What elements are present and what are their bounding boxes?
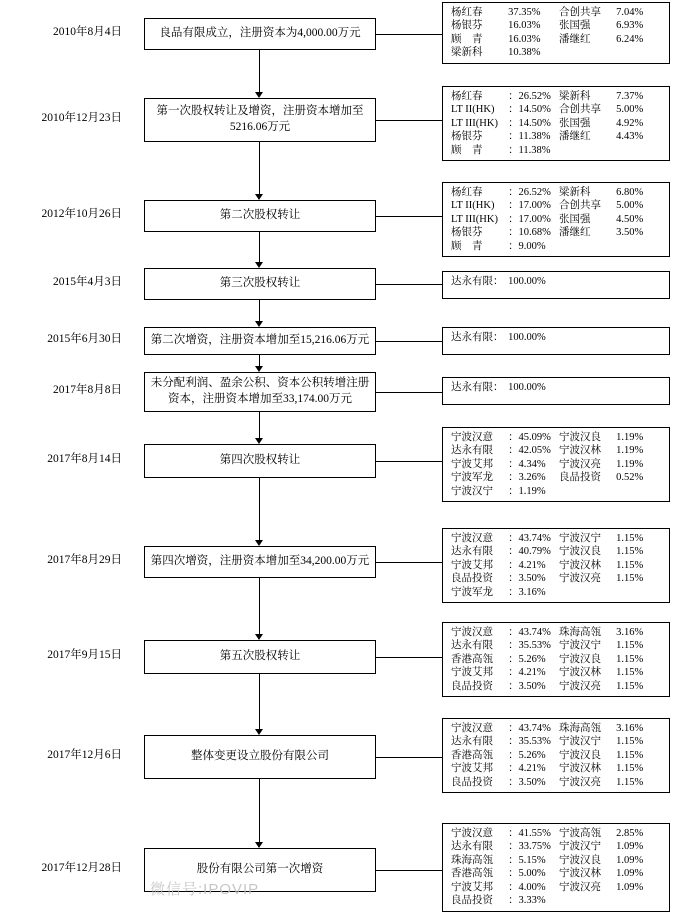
shareholder-row	[451, 639, 663, 652]
shareholder-percent	[616, 144, 663, 157]
connector-horizontal	[376, 461, 442, 462]
shareholder-percent: 7.04%	[616, 7, 644, 18]
event-label: 第一次股权转让及增资，注册资本增加至5216.06万元	[156, 105, 364, 133]
shareholder-name: 张国强	[559, 213, 591, 225]
shareholder-row	[451, 485, 663, 498]
shareholder-row	[451, 532, 663, 545]
shareholder-row	[451, 213, 663, 226]
shareholder-row	[451, 46, 663, 59]
shareholder-percent: ：43.74%	[508, 723, 551, 734]
event-label: 未分配利润、盈余公积、资本公积转增注册资本，注册资本增加至33,174.00万元	[150, 377, 370, 405]
shareholder-name: LT III(HK)	[451, 213, 498, 225]
shareholder-percent: 2.85%	[616, 828, 644, 839]
shareholder-row	[451, 827, 663, 840]
event-box	[144, 372, 376, 412]
shareholder-row	[451, 666, 663, 679]
event-label: 第五次股权转让	[219, 650, 301, 663]
event-box	[144, 327, 376, 355]
shareholder-percent: ：3.50%	[508, 776, 546, 788]
shareholder-percent: ：41.55%	[508, 828, 551, 839]
shareholder-box	[442, 327, 670, 355]
shareholder-percent: 1.15%	[616, 763, 644, 775]
connector-horizontal	[376, 284, 442, 285]
shareholder-name: 宁波汉林	[559, 667, 602, 679]
connector-vertical	[259, 142, 260, 194]
shareholder-percent: ：5.15%	[508, 854, 546, 866]
shareholder-row	[451, 471, 663, 484]
shareholder-name	[559, 331, 616, 344]
shareholder-percent: ：35.53%	[508, 736, 551, 748]
shareholder-percent: ：3.16%	[508, 586, 546, 598]
shareholder-name: 杨银芬	[451, 227, 483, 239]
shareholder-name: 宁波汉良	[559, 749, 602, 761]
shareholder-row	[451, 431, 663, 444]
shareholder-box	[442, 823, 670, 912]
shareholder-percent: 1.19%	[616, 458, 644, 470]
shareholder-name: 良品投资	[451, 573, 493, 585]
shareholder-name: 良品投资	[559, 472, 602, 484]
shareholder-row	[451, 275, 663, 288]
shareholder-percent: 4.43%	[616, 131, 644, 143]
shareholder-name: 宁波汉良	[559, 546, 602, 558]
shareholder-name: 潘继红	[559, 33, 591, 45]
shareholder-name: 梁新科	[559, 91, 591, 102]
event-box	[144, 18, 376, 50]
shareholder-percent: 100.00%	[508, 382, 546, 393]
shareholder-row	[451, 458, 663, 471]
shareholder-name: 宁波汉亮	[559, 573, 602, 585]
timeline-date: 2017年8月29日	[47, 554, 122, 566]
shareholder-name: 宁波汉林	[559, 445, 602, 457]
shareholder-name: 香港高瓴	[451, 868, 493, 880]
timeline-date: 2012年10月26日	[41, 208, 122, 220]
shareholder-percent: ：26.52%	[508, 91, 551, 102]
shareholder-percent: ：17.00%	[508, 213, 551, 225]
shareholder-name: 宁波汉宁	[451, 485, 493, 497]
shareholder-percent: 6.93%	[616, 20, 644, 32]
shareholder-percent: 1.15%	[616, 776, 644, 788]
event-box	[144, 268, 376, 300]
shareholder-name: 杨红春	[451, 7, 483, 18]
shareholder-name: 香港高瓴	[451, 653, 493, 665]
shareholder-percent: 1.15%	[616, 749, 644, 761]
shareholder-percent: ：3.50%	[508, 680, 546, 692]
connector-horizontal	[376, 562, 442, 563]
shareholder-row	[451, 762, 663, 775]
shareholder-row	[451, 572, 663, 585]
shareholder-name: 顾 青	[451, 33, 483, 45]
shareholder-percent: 3.50%	[616, 227, 644, 239]
shareholder-name: 宁波汉林	[559, 763, 602, 775]
shareholder-percent: 1.09%	[616, 881, 644, 893]
shareholder-percent: 5.00%	[616, 104, 644, 116]
shareholder-percent: 1.09%	[616, 854, 644, 866]
shareholder-percent: ：17.00%	[508, 200, 551, 212]
shareholder-name: 宁波汉良	[559, 653, 602, 665]
shareholder-box	[442, 271, 670, 299]
event-label: 第四次增资，注册资本增加至34,200.00万元	[150, 555, 370, 568]
shareholder-name: 顾 青	[451, 144, 483, 156]
timeline-date: 2010年8月4日	[53, 26, 122, 38]
connector-horizontal	[376, 34, 442, 35]
shareholder-percent: 6.24%	[616, 33, 644, 45]
shareholder-percent: ：5.26%	[508, 749, 546, 761]
shareholder-percent: 1.09%	[616, 841, 644, 853]
shareholder-row	[451, 749, 663, 762]
shareholder-name	[559, 46, 616, 59]
shareholder-row	[451, 19, 663, 32]
shareholder-row	[451, 240, 663, 253]
shareholder-percent: ：1.19%	[508, 485, 546, 497]
shareholder-percent: ：4.21%	[508, 559, 546, 571]
connector-horizontal	[376, 757, 442, 758]
shareholder-name: 张国强	[559, 117, 591, 129]
shareholder-row	[451, 144, 663, 157]
shareholder-name: 宁波汉亮	[559, 881, 602, 893]
shareholder-name: 珠海高瓴	[451, 854, 493, 866]
shareholder-name: 达永有限：	[451, 276, 504, 287]
connector-vertical	[259, 50, 260, 92]
shareholder-percent: ：4.34%	[508, 458, 546, 470]
shareholder-percent: ：43.74%	[508, 533, 551, 544]
shareholder-row	[451, 199, 663, 212]
shareholder-row	[451, 653, 663, 666]
shareholder-name: 宁波汉意	[451, 828, 493, 839]
shareholder-name: 宁波汉宁	[559, 841, 602, 853]
shareholder-name	[559, 381, 616, 394]
event-box	[144, 98, 376, 142]
shareholder-row	[451, 103, 663, 116]
shareholder-percent: ：10.68%	[508, 227, 551, 239]
shareholder-percent: 1.15%	[616, 533, 644, 544]
shareholder-name: 宁波艾邦	[451, 458, 493, 470]
connector-horizontal	[376, 657, 442, 658]
shareholder-name: 宁波汉良	[559, 432, 602, 443]
shareholder-row	[451, 444, 663, 457]
shareholder-row	[451, 226, 663, 239]
connector-horizontal	[376, 120, 442, 121]
shareholder-name: 珠海高瓴	[559, 723, 602, 734]
shareholder-percent	[616, 275, 663, 288]
shareholder-percent: 16.03%	[508, 20, 541, 32]
shareholder-row	[451, 586, 663, 599]
connector-horizontal	[376, 341, 442, 342]
shareholder-percent	[616, 46, 663, 59]
shareholder-percent: 1.09%	[616, 868, 644, 880]
event-label: 第二次增资，注册资本增加至15,216.06万元	[150, 334, 370, 347]
shareholder-name	[559, 144, 616, 157]
shareholder-name: 张国强	[559, 20, 591, 32]
shareholder-percent: ：3.33%	[508, 895, 546, 907]
connector-vertical	[259, 478, 260, 540]
shareholder-row	[451, 881, 663, 894]
shareholder-name: 宁波艾邦	[451, 559, 493, 571]
shareholder-percent: ：3.50%	[508, 573, 546, 585]
shareholder-percent: ：26.52%	[508, 187, 551, 198]
timeline-date: 2017年12月6日	[47, 749, 122, 761]
shareholder-name: 达永有限	[451, 736, 493, 748]
connector-vertical	[259, 355, 260, 366]
shareholder-name: 宁波军龙	[451, 586, 493, 598]
shareholder-name: 杨银芬	[451, 20, 483, 32]
shareholder-name: 顾 青	[451, 240, 483, 252]
connector-horizontal	[376, 392, 442, 393]
shareholder-percent: 3.16%	[616, 723, 644, 734]
connector-vertical	[259, 412, 260, 438]
shareholder-row	[451, 854, 663, 867]
shareholder-box	[442, 427, 670, 502]
shareholder-box	[442, 377, 670, 405]
shareholder-percent	[616, 586, 663, 599]
shareholder-row	[451, 776, 663, 789]
shareholder-percent: 1.15%	[616, 667, 644, 679]
shareholder-row	[451, 894, 663, 907]
shareholder-row	[451, 130, 663, 143]
shareholder-row	[451, 722, 663, 735]
shareholder-percent: 5.00%	[616, 200, 644, 212]
shareholder-percent: ：33.75%	[508, 841, 551, 853]
shareholder-percent: 1.19%	[616, 432, 644, 443]
shareholder-percent: 1.19%	[616, 445, 644, 457]
shareholder-percent: 0.52%	[616, 472, 644, 484]
shareholder-name: 宁波艾邦	[451, 763, 493, 775]
shareholder-name	[559, 275, 616, 288]
event-label: 股份有限公司第一次增资	[196, 863, 324, 876]
shareholder-name: 梁新科	[451, 47, 483, 59]
shareholder-percent: 1.15%	[616, 736, 644, 748]
shareholder-name: LT III(HK)	[451, 117, 498, 129]
shareholder-name: 宁波汉亮	[559, 776, 602, 788]
shareholder-name: 达永有限	[451, 841, 493, 853]
shareholder-name: LT II(HK)	[451, 200, 495, 212]
event-box	[144, 444, 376, 478]
timeline-date: 2017年12月28日	[41, 862, 122, 874]
event-label: 第三次股权转让	[219, 277, 301, 290]
connector-vertical	[259, 674, 260, 729]
event-label: 整体变更设立股份有限公司	[191, 750, 329, 763]
shareholder-name: 杨银芬	[451, 131, 483, 143]
shareholder-name	[559, 485, 616, 498]
shareholder-name: 杨红春	[451, 91, 483, 102]
watermark: 微信号:IPOVIP	[150, 881, 260, 898]
shareholder-row	[451, 33, 663, 46]
shareholder-name: 宁波汉意	[451, 533, 493, 544]
connector-horizontal	[376, 870, 442, 871]
shareholder-percent: ：4.21%	[508, 763, 546, 775]
shareholder-name: 良品投资	[451, 895, 493, 907]
shareholder-row	[451, 186, 663, 199]
shareholder-percent	[616, 381, 663, 394]
shareholder-row	[451, 867, 663, 880]
shareholder-row	[451, 6, 663, 19]
shareholder-row	[451, 545, 663, 558]
shareholder-name: 达永有限	[451, 640, 493, 652]
shareholder-name: 达永有限：	[451, 382, 504, 393]
shareholder-name: 宁波汉意	[451, 627, 493, 638]
connector-vertical	[259, 779, 260, 842]
shareholder-box	[442, 86, 670, 161]
shareholder-name: 宁波汉宁	[559, 736, 602, 748]
shareholder-row	[451, 735, 663, 748]
connector-vertical	[259, 232, 260, 262]
shareholder-percent	[616, 485, 663, 498]
shareholder-percent: ：40.79%	[508, 546, 551, 558]
shareholder-percent: 4.50%	[616, 213, 644, 225]
shareholder-percent: 100.00%	[508, 276, 546, 287]
shareholder-percent: ：43.74%	[508, 627, 551, 638]
shareholder-name: 良品投资	[451, 776, 493, 788]
shareholder-name: 合创共享	[559, 7, 602, 18]
shareholder-name: 宁波汉宁	[559, 640, 602, 652]
shareholder-box	[442, 2, 670, 64]
shareholder-name: 达永有限	[451, 546, 493, 558]
shareholder-name: 宁波汉良	[559, 854, 602, 866]
shareholder-percent: 1.15%	[616, 653, 644, 665]
shareholder-name: 良品投资	[451, 680, 493, 692]
shareholder-percent: ：11.38%	[508, 131, 551, 143]
shareholder-name: 合创共享	[559, 104, 602, 116]
shareholder-name: 潘继红	[559, 131, 591, 143]
shareholder-name	[559, 240, 616, 253]
shareholder-row	[451, 381, 663, 394]
shareholder-percent: ：45.09%	[508, 432, 551, 443]
shareholder-percent: 1.15%	[616, 680, 644, 692]
shareholder-name: 宁波汉意	[451, 723, 493, 734]
shareholder-name: 珠海高瓴	[559, 627, 602, 638]
event-box	[144, 546, 376, 578]
shareholder-name: 宁波汉林	[559, 559, 602, 571]
shareholder-name: 宁波军龙	[451, 472, 493, 484]
shareholder-name: 宁波艾邦	[451, 667, 493, 679]
shareholder-percent: ：11.38%	[508, 144, 551, 156]
shareholder-name: 宁波艾邦	[451, 881, 493, 893]
shareholder-percent: ：14.50%	[508, 104, 551, 116]
shareholder-name: 宁波汉意	[451, 432, 493, 443]
shareholder-percent: 16.03%	[508, 33, 541, 45]
timeline-date: 2010年12月23日	[41, 112, 122, 124]
event-box	[144, 735, 376, 779]
timeline-date: 2015年4月3日	[53, 276, 122, 288]
timeline-date: 2015年6月30日	[47, 333, 122, 345]
shareholder-percent: 3.16%	[616, 627, 644, 638]
timeline-date: 2017年9月15日	[47, 649, 122, 661]
shareholder-percent: ：9.00%	[508, 240, 546, 252]
shareholder-row	[451, 559, 663, 572]
shareholder-percent	[616, 331, 663, 344]
shareholder-percent	[616, 894, 663, 907]
shareholder-row	[451, 90, 663, 103]
shareholder-percent: 10.38%	[508, 47, 541, 59]
shareholder-percent: ：5.00%	[508, 868, 546, 880]
connector-vertical	[259, 578, 260, 634]
shareholder-box	[442, 182, 670, 257]
shareholder-box	[442, 528, 670, 603]
event-box	[144, 640, 376, 674]
shareholder-name: 杨红春	[451, 187, 483, 198]
shareholder-percent: ：14.50%	[508, 117, 551, 129]
shareholder-box	[442, 718, 670, 793]
shareholder-percent: ：4.00%	[508, 881, 546, 893]
shareholder-name: LT II(HK)	[451, 104, 495, 116]
shareholder-percent: ：5.26%	[508, 653, 546, 665]
shareholder-name: 香港高瓴	[451, 749, 493, 761]
shareholder-percent: 37.35%	[508, 7, 541, 18]
shareholder-name: 宁波汉亮	[559, 458, 602, 470]
shareholder-name: 合创共享	[559, 200, 602, 212]
shareholder-percent: ：42.05%	[508, 445, 551, 457]
shareholder-percent: 1.15%	[616, 573, 644, 585]
shareholder-name: 达永有限	[451, 445, 493, 457]
shareholder-row	[451, 680, 663, 693]
shareholder-percent: 1.15%	[616, 546, 644, 558]
shareholder-name: 宁波汉亮	[559, 680, 602, 692]
shareholder-name: 宁波高瓴	[559, 828, 602, 839]
event-label: 第二次股权转让	[219, 209, 301, 222]
shareholder-percent: 7.37%	[616, 91, 644, 102]
shareholder-name: 宁波汉林	[559, 868, 602, 880]
shareholder-percent: 6.80%	[616, 187, 644, 198]
shareholder-name	[559, 586, 616, 599]
shareholder-percent: 4.92%	[616, 117, 644, 129]
shareholder-name	[559, 894, 616, 907]
timeline-date: 2017年8月8日	[53, 384, 122, 396]
shareholder-box	[442, 622, 670, 697]
shareholder-percent	[616, 240, 663, 253]
shareholder-name: 宁波汉宁	[559, 533, 602, 544]
shareholder-percent: ：4.21%	[508, 667, 546, 679]
shareholder-name: 达永有限：	[451, 332, 504, 343]
connector-horizontal	[376, 216, 442, 217]
shareholder-row	[451, 331, 663, 344]
shareholder-name: 梁新科	[559, 187, 591, 198]
shareholder-percent: ：3.26%	[508, 472, 546, 484]
event-label: 第四次股权转让	[219, 454, 301, 467]
shareholder-percent: 1.15%	[616, 559, 644, 571]
shareholder-percent: ：35.53%	[508, 640, 551, 652]
timeline-date: 2017年8月14日	[47, 453, 122, 465]
shareholder-row	[451, 626, 663, 639]
shareholder-percent: 100.00%	[508, 332, 546, 343]
event-label: 良品有限成立，注册资本为4,000.00万元	[159, 27, 361, 40]
shareholder-name: 潘继红	[559, 227, 591, 239]
shareholder-percent: 1.15%	[616, 640, 644, 652]
connector-vertical	[259, 300, 260, 321]
event-box	[144, 200, 376, 232]
shareholder-row	[451, 840, 663, 853]
shareholder-row	[451, 117, 663, 130]
